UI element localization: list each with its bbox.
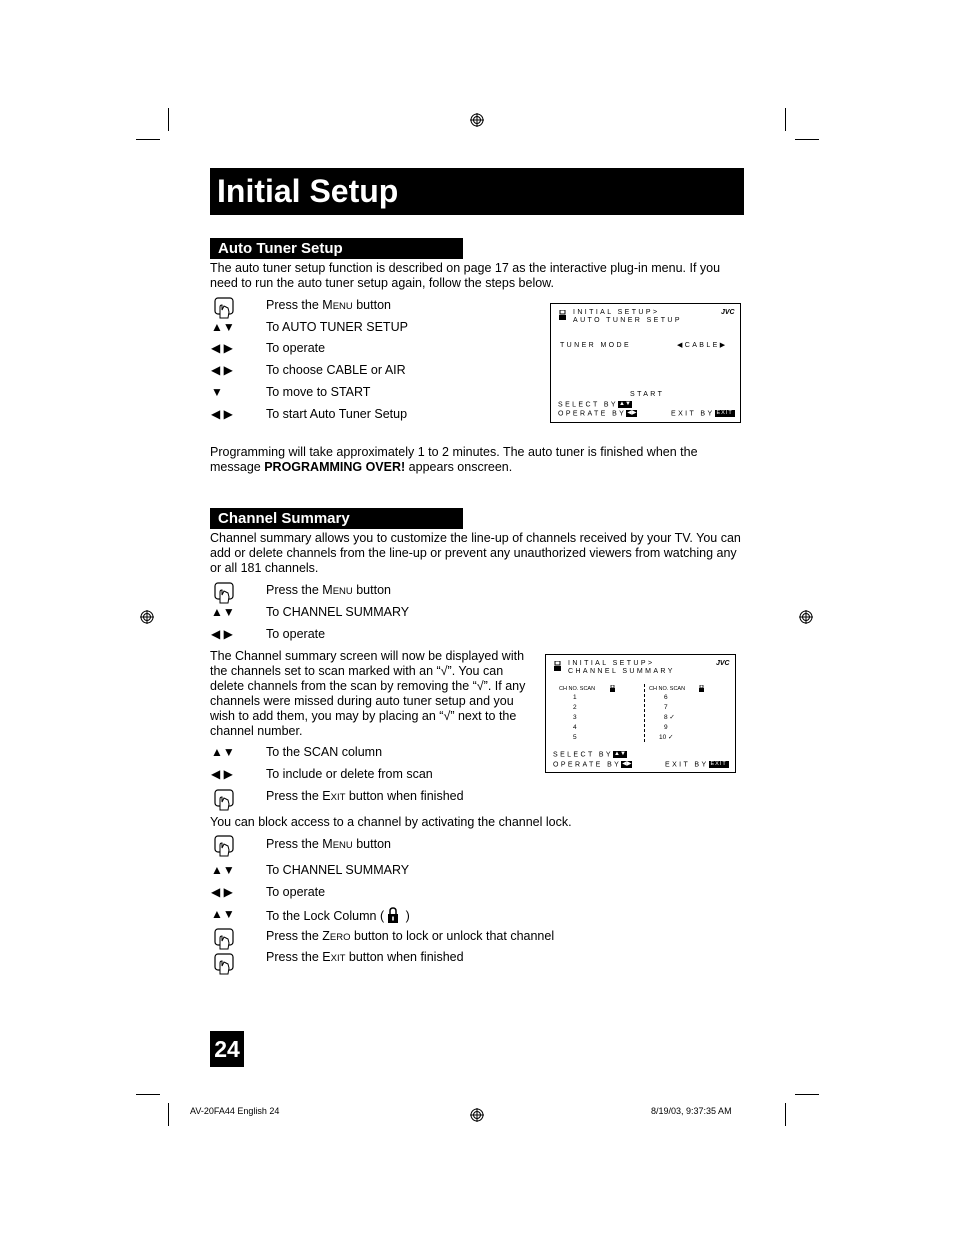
step-text: To start Auto Tuner Setup xyxy=(266,407,408,421)
auto-tuner-intro: The auto tuner setup function is described on page 17 as the interactive plug-in menu. If you need to run the auto tuner setup again, follow the steps below. xyxy=(210,261,721,291)
crop-mark xyxy=(785,1103,786,1126)
remote-button-hand-icon xyxy=(212,834,236,858)
exit-hint: EXIT BY EXIT xyxy=(671,410,733,418)
left-right-arrow-icon: ◀ ▶ xyxy=(211,407,233,421)
left-right-key-icon: ◀▶ xyxy=(622,761,632,767)
exit-key-icon: EXIT xyxy=(716,410,733,416)
channel-number: 10 ✓ xyxy=(659,734,674,741)
setup-menu-icon xyxy=(554,661,561,671)
step-text: To AUTO TUNER SETUP xyxy=(266,320,408,334)
footer-left: AV-20FA44 English 24 xyxy=(190,1106,280,1116)
setup-menu-icon xyxy=(559,310,566,320)
auto-tuner-outro: Programming will take approximately 1 to 2 minutes. The auto tuner is finished when the message PROGRAMMING OVER! appears onscreen. xyxy=(210,445,698,475)
step-text: To operate xyxy=(266,627,326,641)
auto-tuner-screen xyxy=(550,303,741,423)
crop-mark xyxy=(795,139,819,140)
left-right-arrow-icon: ◀ ▶ xyxy=(211,363,233,377)
channel-number: 9 xyxy=(664,724,668,731)
step-text: To choose CABLE or AIR xyxy=(266,363,406,377)
registration-mark-icon xyxy=(140,610,154,624)
crop-mark xyxy=(136,139,160,140)
left-right-arrow-icon: ◀ ▶ xyxy=(211,767,233,781)
step-text: To include or delete from scan xyxy=(266,767,433,781)
screen-menu-title: INITIAL SETUP> xyxy=(568,660,655,667)
channel-number: 6 xyxy=(664,694,668,701)
exit-hint: EXIT BY EXIT xyxy=(665,761,727,769)
up-down-arrow-icon: ▲▼ xyxy=(211,907,235,921)
channel-number: 1 xyxy=(573,694,577,701)
operate-hint: OPERATE BY◀▶ xyxy=(558,410,637,418)
step-text: Press the MENU button xyxy=(266,298,391,312)
step-text: To CHANNEL SUMMARY xyxy=(266,605,410,619)
step-text: To operate xyxy=(266,341,326,355)
select-hint: SELECT BY▲▼ xyxy=(558,401,631,409)
jvc-logo: JVC xyxy=(721,309,735,316)
remote-button-hand-icon xyxy=(212,788,236,812)
crop-mark xyxy=(795,1094,819,1095)
step-text: Press the MENU button xyxy=(266,583,391,597)
registration-mark-icon xyxy=(470,1108,484,1122)
crop-mark xyxy=(785,108,786,131)
step-text: To the Lock Column ( ) xyxy=(266,909,410,923)
auto-tuner-heading: Auto Tuner Setup xyxy=(210,238,463,259)
tuner-mode-value: ◀CABLE▶ xyxy=(677,342,728,349)
step-text: Press the EXIT button when finished xyxy=(266,789,464,803)
remote-button-hand-icon xyxy=(212,952,236,976)
left-right-arrow-icon: ◀ ▶ xyxy=(211,341,233,355)
channel-summary-screen xyxy=(545,654,736,773)
step-text: To the SCAN column xyxy=(266,745,383,759)
remote-button-hand-icon xyxy=(212,296,236,320)
channel-number: 4 xyxy=(573,724,577,731)
jvc-logo: JVC xyxy=(716,660,730,667)
crop-mark xyxy=(136,1094,160,1095)
channel-number: 2 xyxy=(573,704,577,711)
channel-summary-heading: Channel Summary xyxy=(210,508,463,529)
lock-icon xyxy=(610,685,615,692)
crop-mark xyxy=(168,1103,169,1126)
left-right-arrow-icon: ◀ ▶ xyxy=(211,627,233,641)
down-arrow-icon: ▼ xyxy=(211,385,223,399)
step-text: To CHANNEL SUMMARY xyxy=(266,863,410,877)
select-hint: SELECT BY▲▼ xyxy=(553,751,626,759)
step-text: To move to START xyxy=(266,385,371,399)
start-option: START xyxy=(630,391,665,398)
lock-icon xyxy=(699,685,704,692)
remote-button-hand-icon xyxy=(212,927,236,951)
screen-menu-title: INITIAL SETUP> xyxy=(573,309,660,316)
screen-menu-subtitle: AUTO TUNER SETUP xyxy=(573,317,682,324)
up-down-arrow-icon: ▲▼ xyxy=(211,863,235,877)
page-number: 24 xyxy=(210,1031,244,1067)
crop-mark xyxy=(168,108,169,131)
column-header-right: CH NO. SCAN xyxy=(649,686,686,692)
step-text: Press the MENU button xyxy=(266,837,391,851)
step-text: Press the EXIT button when finished xyxy=(266,950,464,964)
registration-mark-icon xyxy=(799,610,813,624)
step-text: To operate xyxy=(266,885,326,899)
operate-hint: OPERATE BY◀▶ xyxy=(553,761,632,769)
up-down-arrow-icon: ▲▼ xyxy=(211,605,235,619)
lock-icon xyxy=(387,907,399,923)
channel-number: 5 xyxy=(573,734,577,741)
channel-number: 7 xyxy=(664,704,668,711)
channel-number: 8 ✓ xyxy=(664,714,675,721)
channel-number: 3 xyxy=(573,714,577,721)
remote-button-hand-icon xyxy=(212,581,236,605)
channel-summary-body: The Channel summary screen will now be displayed with the channels set to scan marked with an “√”. You can delete channels from the scan by removing the “√”. If any channels were missed during auto tuner setup and you wish to add them, you may by placing an “√” next to the channel number. xyxy=(210,649,526,739)
screen-menu-subtitle: CHANNEL SUMMARY xyxy=(568,668,675,675)
up-down-key-icon: ▲▼ xyxy=(614,751,626,757)
exit-key-icon: EXIT xyxy=(710,761,727,767)
column-header-left: CH NO. SCAN xyxy=(559,686,596,692)
left-right-key-icon: ◀▶ xyxy=(627,410,637,416)
channel-summary-intro: Channel summary allows you to customize the line-up of channels received by your TV. You can add or delete channels from the line-up or prevent any unauthorized viewers from watching any or all 181 channels. xyxy=(210,531,741,576)
footer-right: 8/19/03, 9:37:35 AM xyxy=(651,1106,732,1116)
lock-intro: You can block access to a channel by activating the channel lock. xyxy=(210,815,572,829)
step-text: Press the ZERO button to lock or unlock that channel xyxy=(266,929,555,943)
column-divider xyxy=(644,684,646,742)
registration-mark-icon xyxy=(470,113,484,127)
left-right-arrow-icon: ◀ ▶ xyxy=(211,885,233,899)
up-down-arrow-icon: ▲▼ xyxy=(211,745,235,759)
up-down-key-icon: ▲▼ xyxy=(619,401,631,407)
tuner-mode-label: TUNER MODE xyxy=(560,342,632,349)
up-down-arrow-icon: ▲▼ xyxy=(211,320,235,334)
page-title: Initial Setup xyxy=(210,168,744,215)
